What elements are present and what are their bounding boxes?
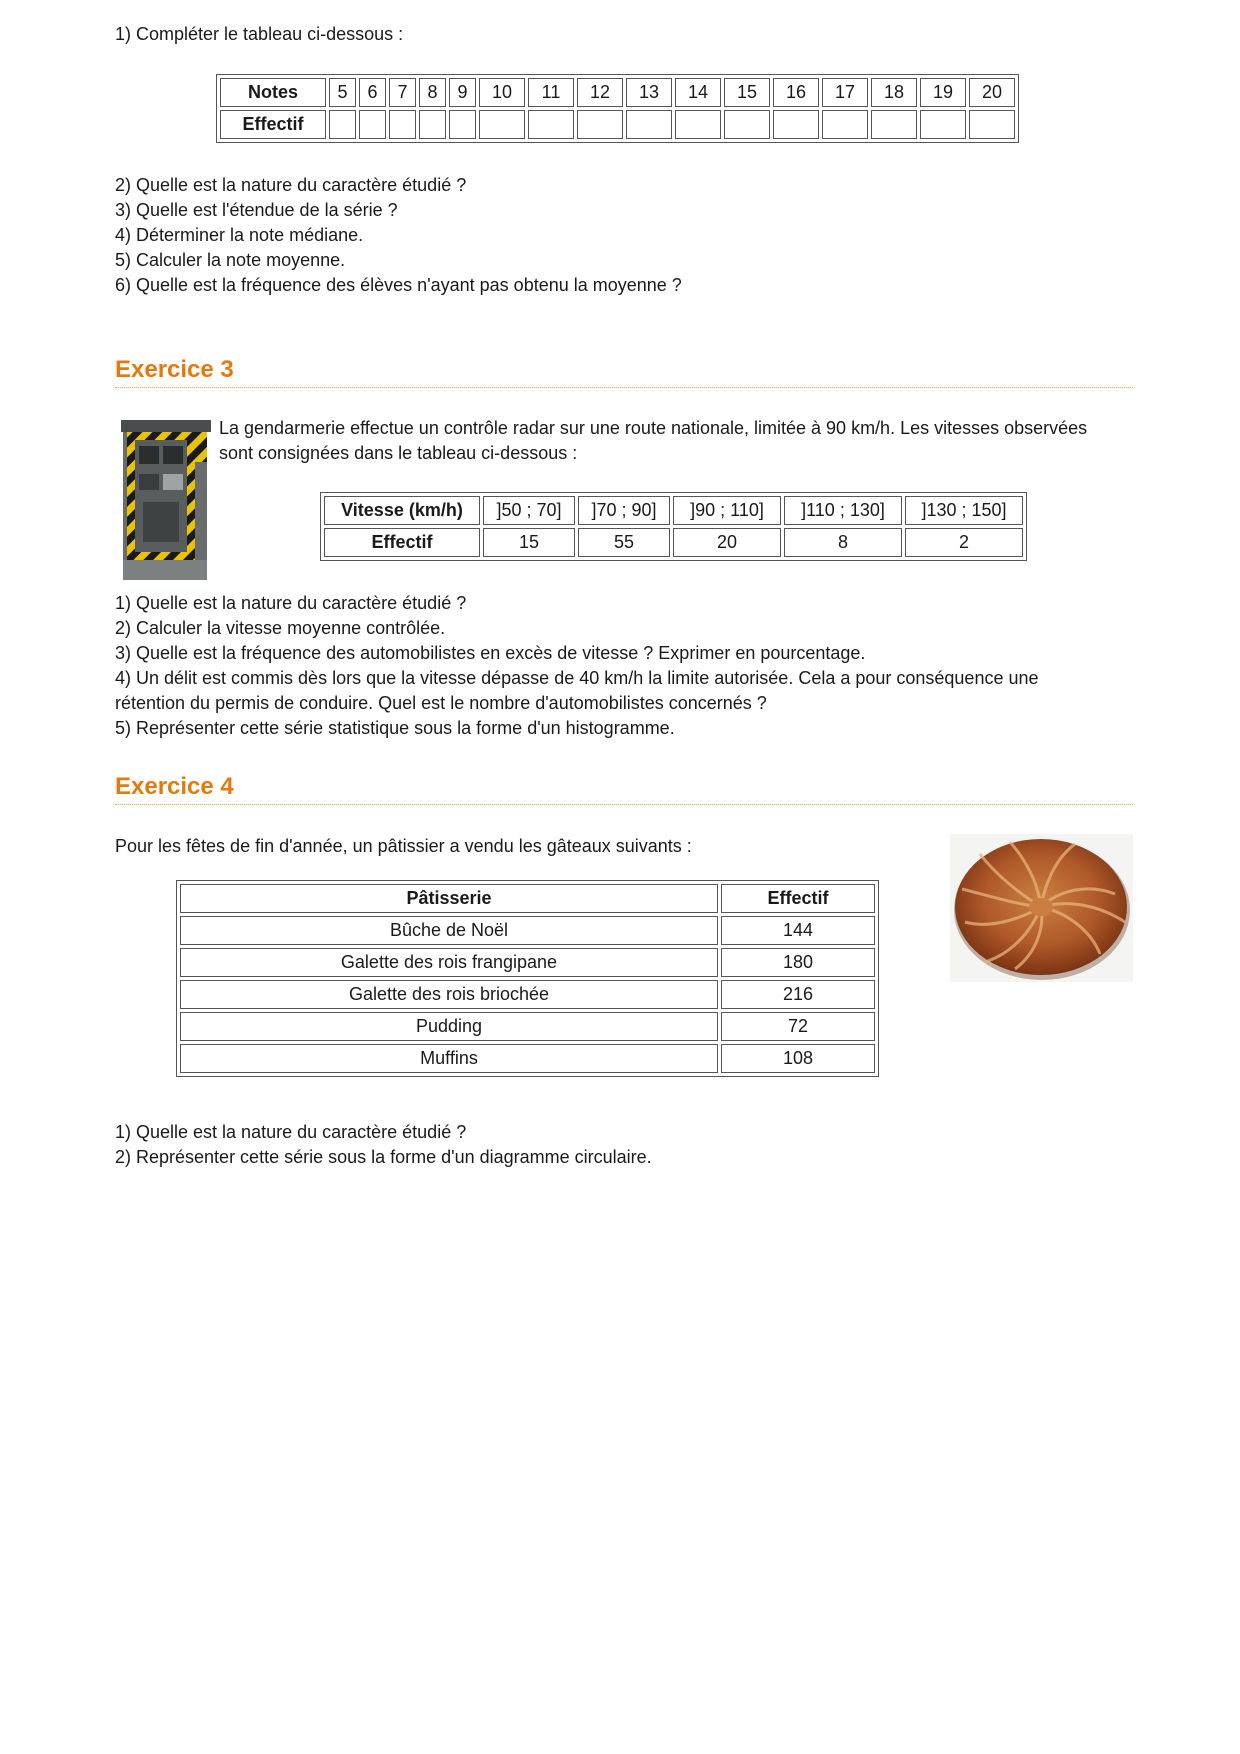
notes-row <box>220 78 1015 107</box>
ex3-intro-line-2: sont consignées dans le tableau ci-dessous : <box>219 443 578 463</box>
note-cell: 18 <box>871 78 917 107</box>
speed-class-cell: ]130 ; 150] <box>905 496 1023 525</box>
note-cell: 13 <box>626 78 672 107</box>
speed-camera-image <box>117 418 217 582</box>
speed-header: Vitesse (km/h) <box>324 496 480 525</box>
effectif-cell <box>871 110 917 139</box>
speed-classes-row <box>324 496 1023 525</box>
note-cell: 7 <box>389 78 416 107</box>
speed-class-cell: ]50 ; 70] <box>483 496 575 525</box>
speed-effectif-header: Effectif <box>324 528 480 557</box>
pastry-name-cell: Galette des rois frangipane <box>180 948 718 977</box>
notes-header: Notes <box>220 78 326 107</box>
speed-effectif-row <box>324 528 1023 557</box>
note-cell: 20 <box>969 78 1015 107</box>
note-cell: 16 <box>773 78 819 107</box>
speed-effectif-cell: 15 <box>483 528 575 557</box>
ex3-question-1: 1) Quelle est la nature du caractère étudié ? <box>115 593 467 613</box>
note-cell: 17 <box>822 78 868 107</box>
ex2-question-3: 3) Quelle est l'étendue de la série ? <box>115 200 398 220</box>
ex4-question-2: 2) Représenter cette série sous la forme d'un diagramme circulaire. <box>115 1147 652 1167</box>
pastry-row <box>180 948 875 977</box>
pastry-row <box>180 1044 875 1073</box>
note-cell: 14 <box>675 78 721 107</box>
note-cell: 9 <box>449 78 476 107</box>
effectif-row <box>220 110 1015 139</box>
ex2-question-5: 5) Calculer la note moyenne. <box>115 250 346 270</box>
note-cell: 8 <box>419 78 446 107</box>
effectif-cell <box>626 110 672 139</box>
effectif-cell <box>724 110 770 139</box>
pastry-name-cell: Galette des rois briochée <box>180 980 718 1009</box>
note-cell: 11 <box>528 78 574 107</box>
pastry-value-cell: 72 <box>721 1012 875 1041</box>
effectif-cell <box>675 110 721 139</box>
ex3-question-4: 4) Un délit est commis dès lors que la vitesse dépasse de 40 km/h la limite autorisée. Cela a pour conséquence une <box>115 668 1039 688</box>
effectif-cell <box>920 110 966 139</box>
pastry-value-cell: 108 <box>721 1044 875 1073</box>
speed-class-cell: ]70 ; 90] <box>578 496 670 525</box>
speed-effectif-cell: 55 <box>578 528 670 557</box>
pastry-table <box>176 880 879 1077</box>
pastry-header-row <box>180 884 875 913</box>
galette-image <box>950 834 1133 982</box>
ex3-question-2: 2) Calculer la vitesse moyenne contrôlée. <box>115 618 446 638</box>
effectif-header: Effectif <box>220 110 326 139</box>
effectif-cell <box>577 110 623 139</box>
note-cell: 10 <box>479 78 525 107</box>
ex4-intro: Pour les fêtes de fin d'année, un pâtissier a vendu les gâteaux suivants : <box>115 836 692 856</box>
effectif-cell <box>479 110 525 139</box>
pastry-name-cell: Bûche de Noël <box>180 916 718 945</box>
ex2-question-6: 6) Quelle est la fréquence des élèves n'ayant pas obtenu la moyenne ? <box>115 275 682 295</box>
note-cell: 15 <box>724 78 770 107</box>
ex4-divider <box>115 804 1133 805</box>
ex4-question-1: 1) Quelle est la nature du caractère étudié ? <box>115 1122 467 1142</box>
effectif-cell <box>449 110 476 139</box>
pastry-name-cell: Muffins <box>180 1044 718 1073</box>
ex3-question-5: 5) Représenter cette série statistique sous la forme d'un histogramme. <box>115 718 675 738</box>
ex3-title: Exercice 3 <box>115 356 234 383</box>
ex4-title: Exercice 4 <box>115 773 234 800</box>
ex3-divider <box>115 387 1133 388</box>
effectif-cell <box>528 110 574 139</box>
effectif-cell <box>969 110 1015 139</box>
pastry-col-header: Pâtisserie <box>180 884 718 913</box>
ex2-question-4: 4) Déterminer la note médiane. <box>115 225 364 245</box>
note-cell: 5 <box>329 78 356 107</box>
pastry-name-cell: Pudding <box>180 1012 718 1041</box>
speed-effectif-cell: 20 <box>673 528 781 557</box>
speed-effectif-cell: 8 <box>784 528 902 557</box>
effectif-col-header: Effectif <box>721 884 875 913</box>
speed-class-cell: ]110 ; 130] <box>784 496 902 525</box>
ex2-question-1: 1) Compléter le tableau ci-dessous : <box>115 24 404 44</box>
pastry-value-cell: 180 <box>721 948 875 977</box>
pastry-row <box>180 1012 875 1041</box>
pastry-value-cell: 216 <box>721 980 875 1009</box>
speed-table <box>320 492 1027 561</box>
note-cell: 6 <box>359 78 386 107</box>
effectif-cell <box>389 110 416 139</box>
ex2-question-2: 2) Quelle est la nature du caractère étudié ? <box>115 175 467 195</box>
note-cell: 12 <box>577 78 623 107</box>
pastry-row <box>180 916 875 945</box>
effectif-cell <box>329 110 356 139</box>
effectif-cell <box>822 110 868 139</box>
effectif-cell <box>419 110 446 139</box>
ex3-question-4-cont: rétention du permis de conduire. Quel est le nombre d'automobilistes concernés ? <box>115 693 767 713</box>
pastry-row <box>180 980 875 1009</box>
effectif-cell <box>359 110 386 139</box>
ex3-question-3: 3) Quelle est la fréquence des automobilistes en excès de vitesse ? Exprimer en pourcentage. <box>115 643 866 663</box>
pastry-value-cell: 144 <box>721 916 875 945</box>
speed-class-cell: ]90 ; 110] <box>673 496 781 525</box>
ex3-intro-line-1: La gendarmerie effectue un contrôle radar sur une route nationale, limitée à 90 km/h. Les vitesses observées <box>219 418 1088 438</box>
effectif-cell <box>773 110 819 139</box>
speed-effectif-cell: 2 <box>905 528 1023 557</box>
note-cell: 19 <box>920 78 966 107</box>
notes-table <box>216 74 1019 143</box>
